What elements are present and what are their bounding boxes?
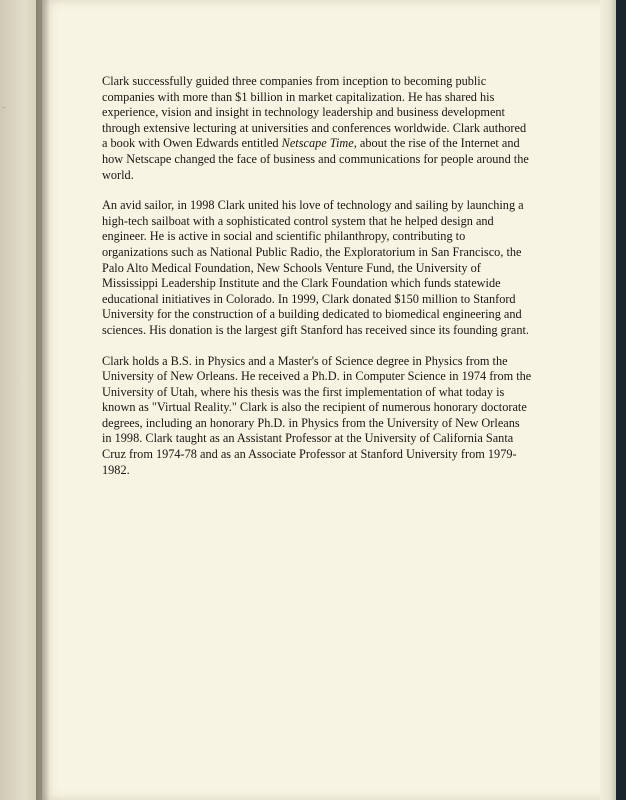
paragraph-career (102, 74, 532, 183)
paragraph-career-text: Clark successfully guided three companies from inception to becoming public companies with more than $1 billion in market capitalization. He has shared his experience, vision and insight in technology leadership and business development through extensive lecturing at universities and conferences worldwide. Clark authored a book with Owen Edwards entitled (102, 74, 527, 151)
paragraph-education: Clark holds a B.S. in Physics and a Master's of Science degree in Physics from the University of New Orleans. He received a Ph.D. in Computer Science in 1974 from the University of Utah, where his thesis was the first implementation of what today is known as "Virtual Reality." Clark is also the recipient of numerous honorary doctorate degrees, including an honorary Ph.D. in Physics from the University of New Orleans in 1998. Clark taught as an Assistant Professor at the University of California Santa Cruz from 1974-78 and as an Associate Professor at Stanford University from 1979-1982. (102, 353, 532, 477)
binding-gutter-shadow (36, 0, 50, 800)
book-title: Netscape Time (281, 136, 354, 151)
paragraph-philanthropy: An avid sailor, in 1998 Clark united his love of technology and sailing by launching a high-tech sailboat with a sophisticated control system that he helped design and engineer. He is active in social and scientific philanthropy, contributing to organizations such as National Public Radio, the Exploratorium in San Francisco, the Palo Alto Medical Foundation, New Schools Venture Fund, the University of Mississippi Leadership Institute and the Clark Foundation which funds statewide educational initiatives in Colorado. In 1999, Clark donated $150 million to Stanford University for the construction of a building dedicated to biomedical engineering and sciences. His donation is the largest gift Stanford has received since its founding grant. (102, 198, 529, 337)
document-body (102, 74, 532, 493)
page-stack-edge (600, 0, 616, 800)
facing-page-bleed-text: - (2, 102, 6, 113)
paragraph-career-text-end: , about the rise of the Internet and how Netscape changed the face of business and communications for people around the world. (102, 136, 529, 182)
